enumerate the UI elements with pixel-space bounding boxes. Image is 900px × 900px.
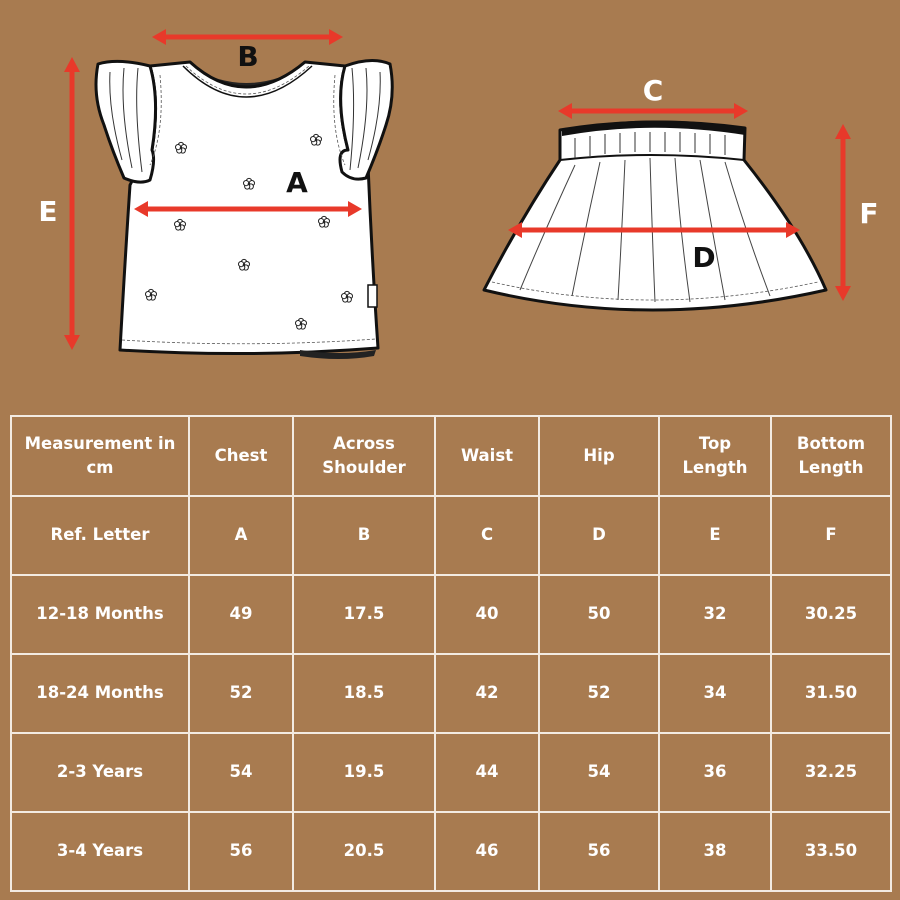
header-bottom-length: Bottom Length: [771, 416, 891, 496]
table-cell: 30.25: [771, 575, 891, 654]
table-cell: 19.5: [293, 733, 435, 812]
table-header-row: [11, 416, 891, 496]
label-E: E: [38, 195, 58, 228]
table-cell: F: [771, 496, 891, 575]
table-cell: 40: [435, 575, 539, 654]
row-label: 18-24 Months: [11, 654, 189, 733]
label-F: F: [859, 197, 879, 230]
header-measurement: Measurement in cm: [11, 416, 189, 496]
row-label: Ref. Letter: [11, 496, 189, 575]
table-cell: 49: [189, 575, 293, 654]
label-C: C: [642, 74, 664, 107]
header-chest: Chest: [189, 416, 293, 496]
table-cell: 18.5: [293, 654, 435, 733]
table-cell: 56: [539, 812, 659, 891]
size-chart-table: [10, 415, 892, 892]
table-cell: 32: [659, 575, 771, 654]
row-label: 3-4 Years: [11, 812, 189, 891]
label-B: B: [237, 40, 259, 73]
table-cell: E: [659, 496, 771, 575]
table-cell: 34: [659, 654, 771, 733]
table-cell: 54: [189, 733, 293, 812]
arrow-E: [64, 57, 80, 350]
table-cell: 31.50: [771, 654, 891, 733]
table-cell: 17.5: [293, 575, 435, 654]
skirt-drawing: [484, 120, 826, 310]
label-A: A: [286, 166, 308, 199]
table-cell: 36: [659, 733, 771, 812]
table-cell: 52: [189, 654, 293, 733]
table-cell: 46: [435, 812, 539, 891]
table-cell: 33.50: [771, 812, 891, 891]
table-row: [11, 496, 891, 575]
row-label: 12-18 Months: [11, 575, 189, 654]
table-row: [11, 812, 891, 891]
table-cell: 50: [539, 575, 659, 654]
table-row: [11, 654, 891, 733]
header-across-shoulder: Across Shoulder: [293, 416, 435, 496]
table-cell: 38: [659, 812, 771, 891]
header-top-length: Top Length: [659, 416, 771, 496]
table-cell: D: [539, 496, 659, 575]
table-cell: 32.25: [771, 733, 891, 812]
header-waist: Waist: [435, 416, 539, 496]
table-cell: 52: [539, 654, 659, 733]
table-cell: B: [293, 496, 435, 575]
table-row: [11, 733, 891, 812]
arrow-F: [835, 124, 851, 301]
label-D: D: [692, 241, 716, 274]
row-label: 2-3 Years: [11, 733, 189, 812]
table-cell: 20.5: [293, 812, 435, 891]
table-cell: 56: [189, 812, 293, 891]
garment-diagram: [0, 0, 900, 400]
header-hip: Hip: [539, 416, 659, 496]
table-cell: 44: [435, 733, 539, 812]
table-cell: 42: [435, 654, 539, 733]
table-cell: C: [435, 496, 539, 575]
table-cell: A: [189, 496, 293, 575]
table-cell: 54: [539, 733, 659, 812]
table-row: [11, 575, 891, 654]
